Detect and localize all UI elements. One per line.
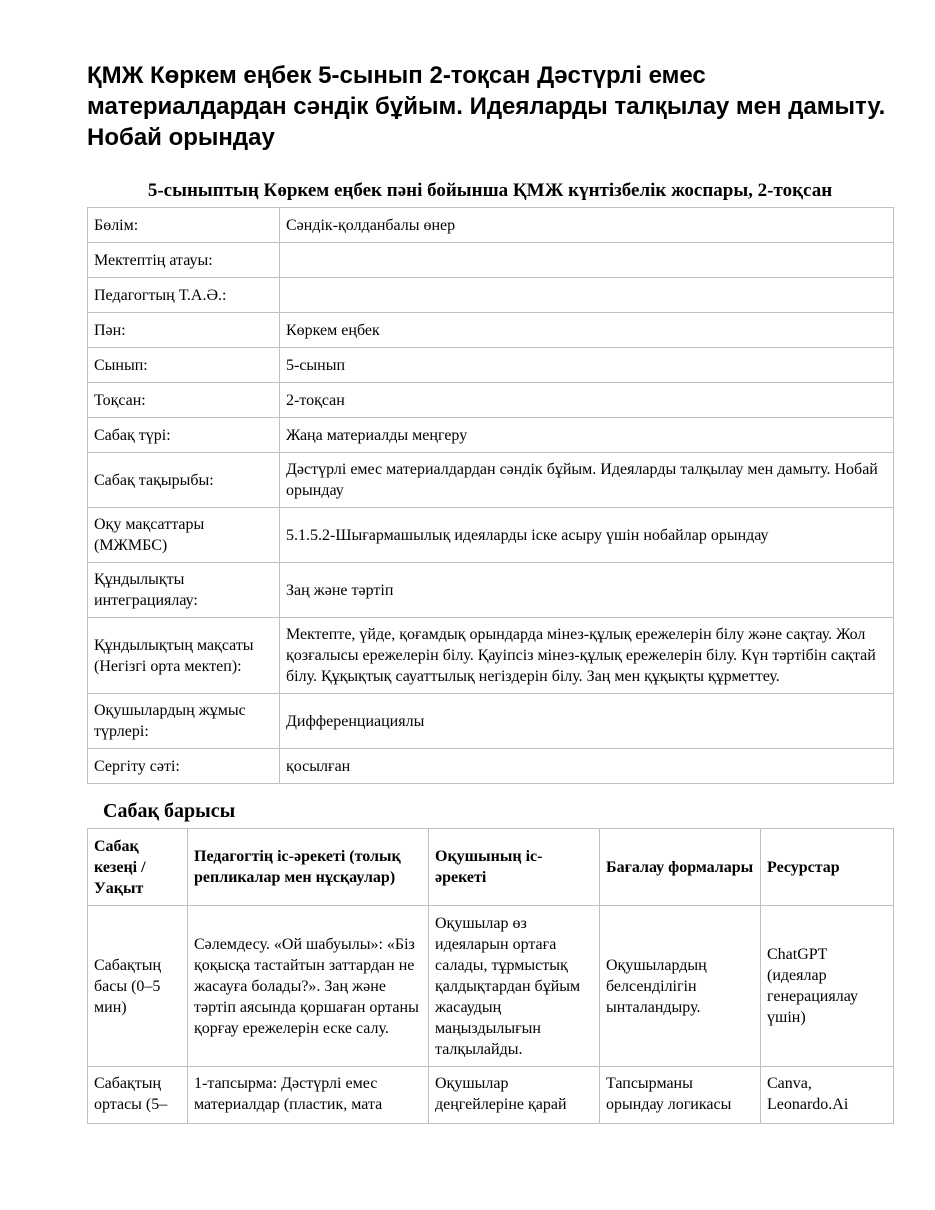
info-value: қосылған — [280, 749, 894, 784]
table-cell: Canva, Leonardo.Ai — [761, 1067, 894, 1124]
table-cell: 1-тапсырма: Дәстүрлі емес материалдар (пластик, мата — [188, 1067, 429, 1124]
info-label: Оқушылардың жұмыс түрлері: — [88, 694, 280, 749]
info-label: Тоқсан: — [88, 383, 280, 418]
info-label: Құндылықтың мақсаты (Негізгі орта мектеп): — [88, 618, 280, 694]
column-header: Сабақ кезеңі / Уақыт — [88, 829, 188, 906]
document-page — [87, 60, 893, 1124]
table-cell: Сәлемдесу. «Ой шабуылы»: «Біз қоқысқа тастайтын заттардан не жасауға болады?». Заң және тәртіп аясында қоршаған ортаны қорғау ережелерін еске салу. — [188, 906, 429, 1067]
info-row — [88, 694, 894, 749]
info-row — [88, 618, 894, 694]
info-label: Оқу мақсаттары (МЖМБС) — [88, 508, 280, 563]
plan-subtitle: 5-сыныптың Көркем еңбек пәні бойынша ҚМЖ күнтізбелік жоспары, 2-тоқсан — [147, 180, 833, 201]
lesson-flow-table — [87, 828, 894, 1124]
document-title: ҚМЖ Көркем еңбек 5-сынып 2-тоқсан Дәстүрлі емес материалдардан сәндік бұйым. Идеяларды талқылау мен дамыту. Нобай орындау — [87, 62, 886, 151]
column-header: Оқушының іс-әрекеті — [429, 829, 600, 906]
info-value: Көркем еңбек — [280, 313, 894, 348]
column-header: Ресурстар — [761, 829, 894, 906]
column-header: Педагогтің іс-әрекеті (толық репликалар мен нұсқаулар) — [188, 829, 429, 906]
info-row — [88, 278, 894, 313]
info-row — [88, 208, 894, 243]
info-row — [88, 508, 894, 563]
info-row — [88, 453, 894, 508]
table-cell: Оқушылардың белсенділігін ынталандыру. — [600, 906, 761, 1067]
table-row — [88, 906, 894, 1067]
info-value: 5.1.5.2-Шығармашылық идеяларды іске асыру үшін нобайлар орындау — [280, 508, 894, 563]
info-value: 2-тоқсан — [280, 383, 894, 418]
info-label: Мектептің атауы: — [88, 243, 280, 278]
info-label: Сынып: — [88, 348, 280, 383]
info-label: Құндылықты интеграциялау: — [88, 563, 280, 618]
info-row — [88, 563, 894, 618]
info-value — [280, 243, 894, 278]
info-value: 5-сынып — [280, 348, 894, 383]
table-row — [88, 1067, 894, 1124]
info-row — [88, 348, 894, 383]
lesson-flow-heading: Сабақ барысы — [103, 800, 236, 822]
info-label: Пән: — [88, 313, 280, 348]
info-label: Сабақ тақырыбы: — [88, 453, 280, 508]
info-value: Сәндік-қолданбалы өнер — [280, 208, 894, 243]
lesson-info-table — [87, 207, 894, 784]
table-cell: Тапсырманы орындау логикасы — [600, 1067, 761, 1124]
table-cell: Оқушылар өз идеяларын ортаға салады, тұрмыстық қалдықтардан бұйым жасаудың маңыздылығын талқылайды. — [429, 906, 600, 1067]
info-row — [88, 383, 894, 418]
info-row — [88, 418, 894, 453]
info-value — [280, 278, 894, 313]
info-value: Мектепте, үйде, қоғамдық орындарда мінез-құлық ережелерін білу және сақтау. Жол қозғалысы ережелерін білу. Қауіпсіз мінез-құлық ережелерін білу. Күн тәртібін сақтай білу. Құқықтық сауаттылық негіздерін білу. Заң мен құқықты құрметтеу. — [280, 618, 894, 694]
info-label: Бөлім: — [88, 208, 280, 243]
info-value: Жаңа материалды меңгеру — [280, 418, 894, 453]
info-label: Сергіту сәті: — [88, 749, 280, 784]
info-row — [88, 243, 894, 278]
info-value: Заң және тәртіп — [280, 563, 894, 618]
table-cell: Сабақтың басы (0–5 мин) — [88, 906, 188, 1067]
table-cell: Оқушылар деңгейлеріне қарай — [429, 1067, 600, 1124]
info-label: Педагогтың Т.А.Ә.: — [88, 278, 280, 313]
table-cell: ChatGPT (идеялар генерациялау үшін) — [761, 906, 894, 1067]
info-row — [88, 313, 894, 348]
table-cell: Сабақтың ортасы (5– — [88, 1067, 188, 1124]
info-row — [88, 749, 894, 784]
info-label: Сабақ түрі: — [88, 418, 280, 453]
column-header: Бағалау формалары — [600, 829, 761, 906]
info-value: Дәстүрлі емес материалдардан сәндік бұйым. Идеяларды талқылау мен дамыту. Нобай орындау — [280, 453, 894, 508]
info-value: Дифференциациялы — [280, 694, 894, 749]
